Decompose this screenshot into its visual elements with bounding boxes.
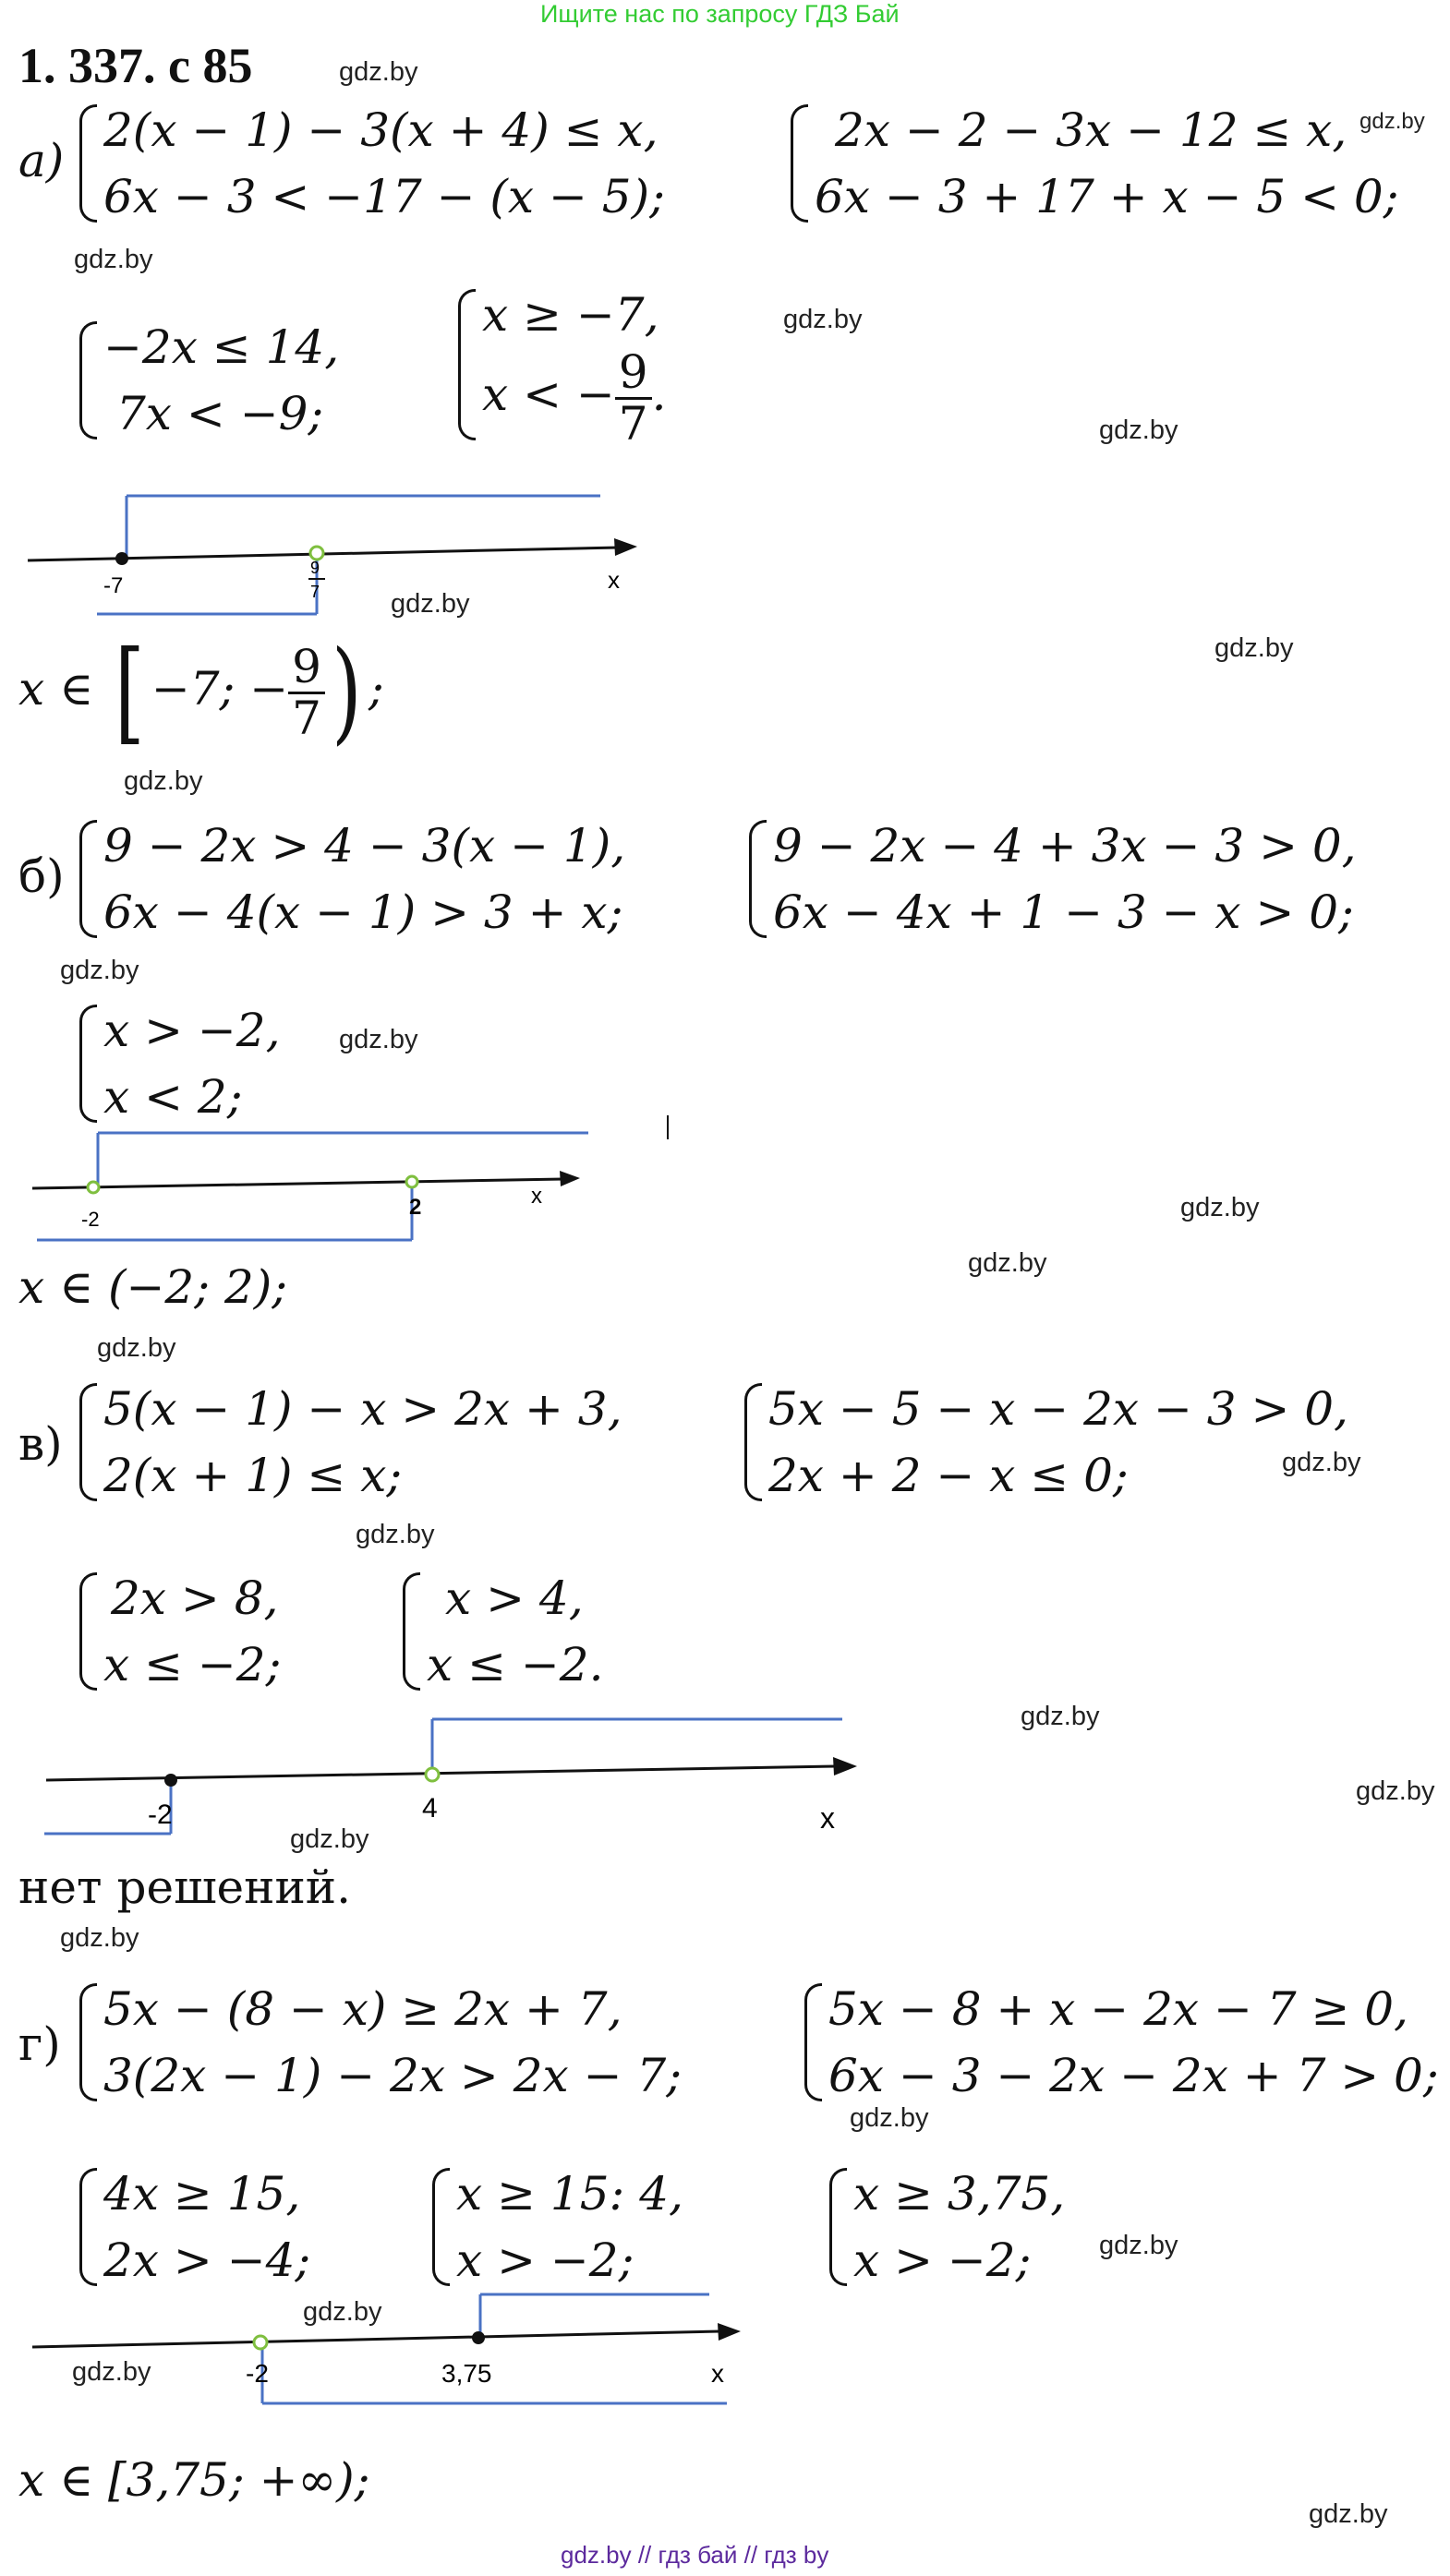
part-v-label: в) (18, 1417, 63, 1471)
part-g-system-5 (824, 2161, 1065, 2293)
watermark: gdz.by (72, 2357, 151, 2387)
watermark: gdz.by (303, 2297, 382, 2327)
watermark: gdz.by (1309, 2499, 1388, 2529)
equation-line: 6x − 4x + 1 − 3 − x > 0; (773, 885, 1354, 939)
watermark: gdz.by (968, 1248, 1047, 1278)
closed-point (472, 2331, 485, 2344)
part-a-answer (18, 628, 384, 756)
answer-part: −7; − (151, 662, 289, 716)
part-b-system-1 (74, 813, 625, 945)
watermark: gdz.by (391, 589, 470, 619)
number-line-a (0, 485, 665, 623)
tick-label: 7 (310, 583, 320, 601)
axis-arrow-icon (833, 1757, 857, 1776)
part-b-system-2 (743, 813, 1357, 945)
tick-label: 2 (409, 1195, 422, 1220)
part-g-system-2 (799, 1976, 1439, 2109)
number-line-b (0, 1122, 665, 1251)
watermark: gdz.by (1021, 1702, 1100, 1731)
interval-bracket-open: [ (115, 628, 145, 756)
equation-line: 6x − 3 < −17 − (x − 5); (103, 170, 665, 223)
watermark: gdz.by (1099, 415, 1178, 445)
open-point (406, 1176, 417, 1187)
watermark: gdz.by (783, 305, 863, 334)
watermark: gdz.by (339, 57, 418, 87)
equation-line (482, 345, 667, 451)
equation-line: x ≥ −7, (482, 288, 659, 342)
watermark: gdz.by (850, 2103, 929, 2133)
part-a-system-4 (453, 282, 667, 451)
equation-line: x ≥ 15: 4, (456, 2167, 683, 2221)
part-v-answer: нет решений. (18, 1860, 352, 1914)
equation-line: 5x − 5 − x − 2x − 3 > 0, (768, 1382, 1348, 1436)
axis-arrow-icon (718, 2323, 741, 2341)
open-point (426, 1768, 439, 1781)
equation-line: 3(2x − 1) − 2x > 2x − 7; (103, 2049, 683, 2102)
equation-line: 6x − 3 − 2x − 2x + 7 > 0; (828, 2049, 1439, 2102)
part-v-system-4 (397, 1565, 603, 1698)
watermark: gdz.by (290, 1824, 369, 1854)
axis-arrow-icon (560, 1171, 580, 1186)
part-g-system-1 (74, 1976, 682, 2109)
fraction-numerator: 9 (615, 348, 652, 400)
part-v-system-3 (74, 1565, 281, 1698)
axis-variable: x (608, 566, 620, 594)
axis-line (32, 1179, 563, 1188)
open-point (310, 547, 323, 560)
equation-line: 2x > −4; (103, 2233, 311, 2287)
fraction (288, 640, 325, 745)
watermark: gdz.by (74, 245, 153, 274)
part-b-label: б) (18, 849, 65, 903)
part-g-system-4 (427, 2161, 683, 2293)
equation-line: −2x ≤ 14, (103, 320, 340, 374)
equation-part: x < − (482, 367, 615, 421)
equation-line: x > 4, (445, 1571, 584, 1625)
watermark: gdz.by (124, 766, 203, 796)
part-g-answer: x ∈ [3,75; +∞); (18, 2453, 370, 2507)
axis-line (32, 2331, 720, 2347)
part-b-system-3 (74, 997, 280, 1130)
axis-arrow-icon (614, 538, 637, 556)
watermark: gdz.by (1282, 1448, 1361, 1477)
fraction-numerator: 9 (288, 643, 325, 694)
equation-line: x > −2, (103, 1004, 281, 1057)
page-title: 1. 337. с 85 (18, 38, 253, 93)
text-cursor (667, 1115, 669, 1139)
fraction-denominator: 7 (618, 396, 648, 451)
part-a-system-2 (785, 97, 1399, 230)
equation-line: x > −2; (853, 2233, 1032, 2287)
tick-label: -2 (246, 2359, 269, 2388)
part-v-system-1 (74, 1376, 622, 1509)
fraction (615, 345, 652, 451)
footer-links[interactable]: gdz.by // гдз бай // гдз by (561, 2541, 829, 2569)
equation-line: 6x − 4(x − 1) > 3 + x; (103, 885, 623, 939)
equation-line: 5x − 8 + x − 2x − 7 ≥ 0, (828, 1982, 1408, 2036)
part-a-system-1 (74, 97, 665, 230)
equation-line: 6x − 3 + 17 + x − 5 < 0; (815, 170, 1399, 223)
part-a-system-3 (74, 314, 339, 447)
answer-part: ; (368, 662, 384, 716)
fraction-denominator: 7 (292, 691, 321, 745)
part-a-label: а) (18, 134, 65, 187)
axis-variable: x (820, 1801, 835, 1835)
open-point (254, 2336, 267, 2349)
watermark: gdz.by (1359, 109, 1425, 134)
open-point (88, 1182, 99, 1193)
watermark: gdz.by (1180, 1193, 1260, 1222)
search-hint[interactable]: Ищите нас по запросу ГДЗ Бай (540, 0, 900, 28)
tick-label: -7 (103, 573, 124, 598)
axis-variable: x (531, 1184, 542, 1209)
equation-line: 4x ≥ 15, (103, 2167, 301, 2221)
watermark: gdz.by (1099, 2231, 1178, 2260)
equation-line: x < 2; (103, 1070, 243, 1124)
watermark: gdz.by (97, 1333, 176, 1363)
closed-point (115, 552, 128, 565)
tick-label: 4 (422, 1793, 438, 1824)
tick-label: -2 (81, 1208, 100, 1231)
watermark: gdz.by (60, 1923, 139, 1953)
interval-bracket-close: ) (332, 628, 362, 756)
equation-line: 7x < −9; (116, 387, 324, 440)
equation-line: x ≤ −2; (103, 1638, 282, 1691)
watermark: gdz.by (60, 956, 139, 985)
equation-line: x ≥ 3,75, (853, 2167, 1066, 2221)
closed-point (164, 1774, 177, 1787)
part-b-answer: x ∈ (−2; 2); (18, 1260, 288, 1314)
watermark: gdz.by (356, 1520, 435, 1549)
axis-line (46, 1766, 836, 1780)
equation-line: 2x + 2 − x ≤ 0; (768, 1449, 1129, 1502)
equation-line: 2(x + 1) ≤ x; (103, 1449, 403, 1502)
part-g-system-3 (74, 2161, 310, 2293)
watermark: gdz.by (339, 1025, 418, 1054)
part-v-system-2 (739, 1376, 1348, 1509)
watermark: gdz.by (1356, 1776, 1435, 1806)
number-line-v (0, 1708, 887, 1847)
equation-line: 2x − 2 − 3x − 12 ≤ x, (835, 103, 1347, 157)
watermark: gdz.by (1214, 633, 1294, 663)
axis-variable: x (711, 2359, 724, 2388)
answer-part: x ∈ (18, 662, 108, 716)
equation-line: 9 − 2x > 4 − 3(x − 1), (103, 819, 626, 873)
equation-line: 5x − (8 − x) ≥ 2x + 7, (103, 1982, 622, 2036)
equation-part: . (651, 367, 667, 421)
tick-label: -2 (148, 1800, 173, 1830)
equation-line: 9 − 2x − 4 + 3x − 3 > 0, (773, 819, 1357, 873)
equation-line: 2x > 8, (111, 1571, 279, 1625)
equation-line: x > −2; (456, 2233, 634, 2287)
number-line-g (0, 2285, 757, 2424)
tick-label: 3,75 (441, 2359, 492, 2388)
equation-line: x ≤ −2. (427, 1638, 604, 1691)
part-g-label: г) (18, 2017, 61, 2071)
equation-line: 2(x − 1) − 3(x + 4) ≤ x, (103, 103, 659, 157)
equation-line: 5(x − 1) − x > 2x + 3, (103, 1382, 622, 1436)
tick-label: 9 (310, 559, 320, 577)
